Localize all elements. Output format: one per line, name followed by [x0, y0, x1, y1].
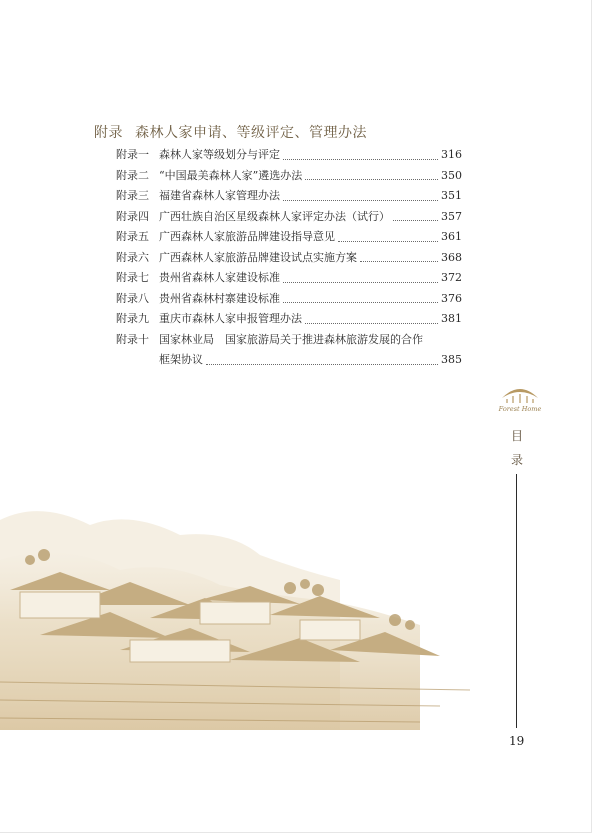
toc-entry-number: 附录八 [116, 291, 149, 305]
toc-entry-title-continued: 框架协议 [159, 353, 203, 366]
toc-entry-page: 350 [441, 168, 462, 182]
side-label-char: 目 [510, 429, 523, 443]
toc-entry-page: 357 [441, 209, 462, 223]
toc-entry[interactable] [116, 208, 462, 229]
toc-entry-page: 316 [441, 148, 462, 161]
toc-entry-title: 贵州省森林人家建设标准 [159, 271, 280, 284]
toc-entry-page: 381 [441, 312, 462, 325]
leader-dots [283, 302, 438, 303]
toc-list [116, 146, 462, 372]
toc-entry-title: 广西森林人家旅游品牌建设指导意见 [159, 230, 335, 243]
side-rule [516, 474, 517, 728]
toc-entry-number: 附录六 [116, 250, 149, 264]
toc-entry-page: 351 [441, 189, 462, 202]
toc-entry-number: 附录三 [116, 189, 149, 202]
leader-dots [305, 323, 438, 324]
toc-entry[interactable] [116, 187, 462, 208]
toc-entry-page: 361 [441, 230, 462, 243]
leader-dots [360, 261, 438, 262]
toc-entry[interactable] [116, 290, 462, 311]
toc-entry-title: 福建省森林人家管理办法 [159, 189, 280, 202]
toc-entry-number: 附录四 [116, 209, 149, 223]
toc-entry-page: 385 [441, 353, 462, 366]
toc-entry[interactable] [116, 167, 462, 188]
toc-entry-number: 附录二 [116, 168, 149, 182]
toc-entry-title: 广西壮族自治区星级森林人家评定办法（试行） [159, 209, 390, 223]
toc-entry[interactable] [116, 249, 462, 270]
toc-entry-number: 附录一 [116, 148, 149, 161]
toc-entry-title: 贵州省森林村寨建设标准 [159, 291, 280, 305]
toc-entry-continuation[interactable] [116, 351, 462, 372]
toc-entry-number: 附录七 [116, 271, 149, 284]
toc-entry-title: 重庆市森林人家申报管理办法 [159, 312, 302, 325]
toc-entry[interactable] [116, 228, 462, 249]
toc-entry-title: 森林人家等级划分与评定 [159, 148, 280, 161]
side-tab-label [509, 424, 525, 472]
leader-dots [393, 220, 438, 221]
leader-dots [338, 241, 438, 242]
toc-entry-number: 附录十 [116, 332, 149, 346]
toc-entry-title: “中国最美森林人家”遴选办法 [159, 168, 303, 182]
toc-entry[interactable] [116, 269, 462, 290]
leader-dots [283, 282, 438, 283]
toc-entry-number: 附录九 [116, 312, 149, 325]
section-label: 附录 [94, 125, 123, 141]
leader-dots [206, 364, 438, 365]
toc-entry-page: 372 [441, 271, 462, 284]
leader-dots [283, 200, 438, 201]
toc-entry[interactable] [116, 146, 462, 167]
logo-script-text: Forest Home [498, 405, 542, 413]
toc-entry[interactable] [116, 331, 462, 352]
toc-entry-page: 376 [441, 291, 462, 305]
section-heading [94, 122, 367, 142]
leader-dots [283, 159, 438, 160]
village-illustration [0, 500, 470, 730]
toc-entry-title: 国家林业局 国家旅游局关于推进森林旅游发展的合作 [159, 332, 423, 346]
side-label-char: 录 [510, 453, 523, 467]
toc-entry-page: 368 [441, 250, 462, 264]
toc-entry-title: 广西森林人家旅游品牌建设试点实施方案 [159, 250, 357, 264]
leader-dots [305, 179, 438, 180]
page-number: 19 [509, 734, 525, 748]
toc-entry[interactable] [116, 310, 462, 331]
toc-entry-number: 附录五 [116, 230, 149, 243]
forest-home-logo-icon [498, 380, 542, 420]
section-title: 森林人家申请、等级评定、管理办法 [135, 125, 367, 141]
